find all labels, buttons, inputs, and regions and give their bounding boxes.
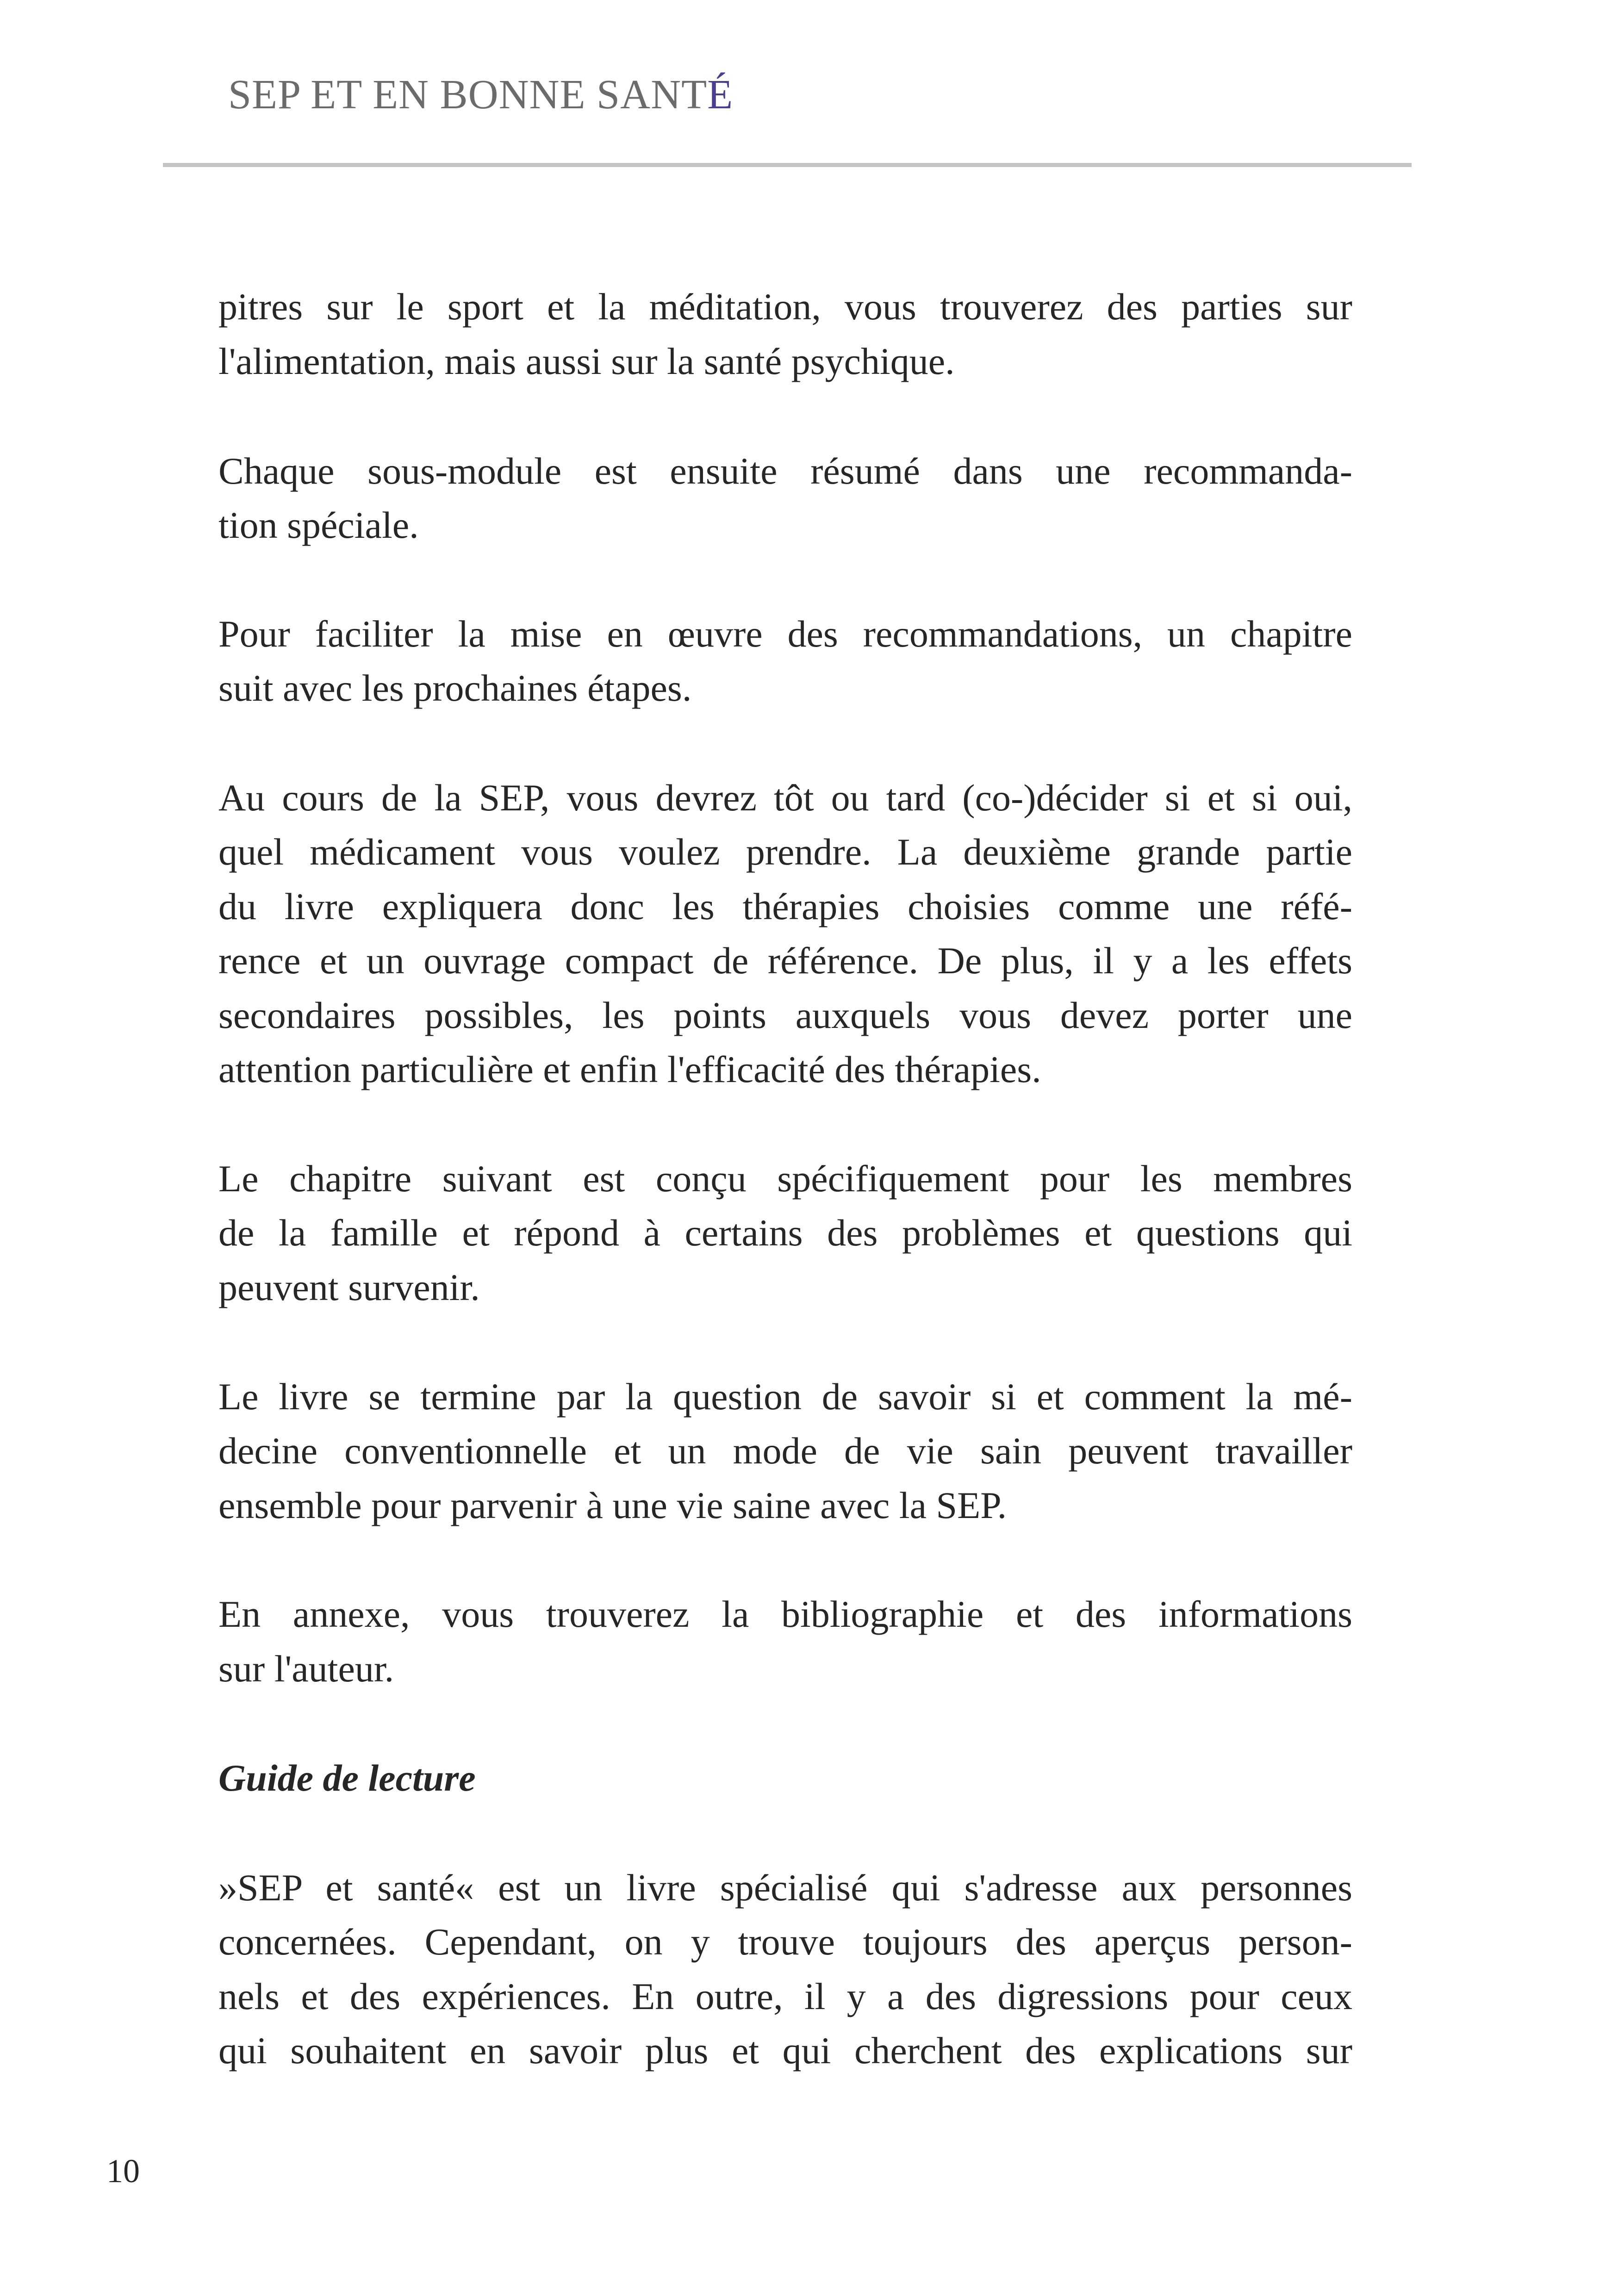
body-line: du livre expliquera donc les thérapies choisies comme une réfé- — [218, 885, 1352, 927]
body-line: rence et un ouvrage compact de référence. De plus, il y a les effets — [218, 940, 1352, 982]
body-line: decine conventionnelle et un mode de vie sain peuvent travailler — [218, 1430, 1352, 1472]
running-header-accent-letter: É — [707, 72, 734, 118]
section-heading: Guide de lecture — [218, 1757, 476, 1799]
body-line: nels et des expériences. En outre, il y a des digressions pour ceux — [218, 1975, 1352, 2017]
body-line: secondaires possibles, les points auxquels vous devez porter une — [218, 994, 1352, 1036]
running-header — [228, 74, 733, 116]
body-line: ensemble pour parvenir à une vie saine avec la SEP. — [218, 1484, 1007, 1526]
body-line: Au cours de la SEP, vous devrez tôt ou tard (co-)décider si et si oui, — [218, 777, 1352, 819]
body-line: pitres sur le sport et la méditation, vous trouverez des parties sur — [218, 286, 1352, 328]
header-divider — [163, 163, 1412, 167]
body-line: Le chapitre suivant est conçu spécifiquement pour les membres — [218, 1157, 1352, 1200]
body-line: »SEP et santé« est un livre spécialisé qui s'adresse aux personnes — [218, 1867, 1352, 1909]
body-line: l'alimentation, mais aussi sur la santé psychique. — [218, 340, 955, 382]
body-line: concernées. Cependant, on y trouve toujours des aperçus person- — [218, 1921, 1352, 1963]
body-line: suit avec les prochaines étapes. — [218, 667, 692, 709]
running-header-title: SEP ET EN BONNE SANT — [228, 72, 708, 118]
page-number: 10 — [106, 2153, 140, 2190]
body-line: Chaque sous-module est ensuite résumé dans une recommanda- — [218, 450, 1352, 492]
body-line: peuvent survenir. — [218, 1266, 480, 1308]
body-line: sur l'auteur. — [218, 1648, 394, 1690]
body-line: quel médicament vous voulez prendre. La deuxième grande partie — [218, 831, 1352, 873]
body-line: attention particulière et enfin l'efficacité des thérapies. — [218, 1048, 1041, 1090]
body-line: Pour faciliter la mise en œuvre des recommandations, un chapitre — [218, 613, 1352, 655]
body-line: qui souhaitent en savoir plus et qui cherchent des explications sur — [218, 2029, 1352, 2072]
body-line: Le livre se termine par la question de savoir si et comment la mé- — [218, 1375, 1352, 1418]
body-line: tion spéciale. — [218, 504, 419, 546]
body-line: En annexe, vous trouverez la bibliographie et des informations — [218, 1593, 1352, 1635]
body-line: de la famille et répond à certains des problèmes et questions qui — [218, 1212, 1352, 1254]
